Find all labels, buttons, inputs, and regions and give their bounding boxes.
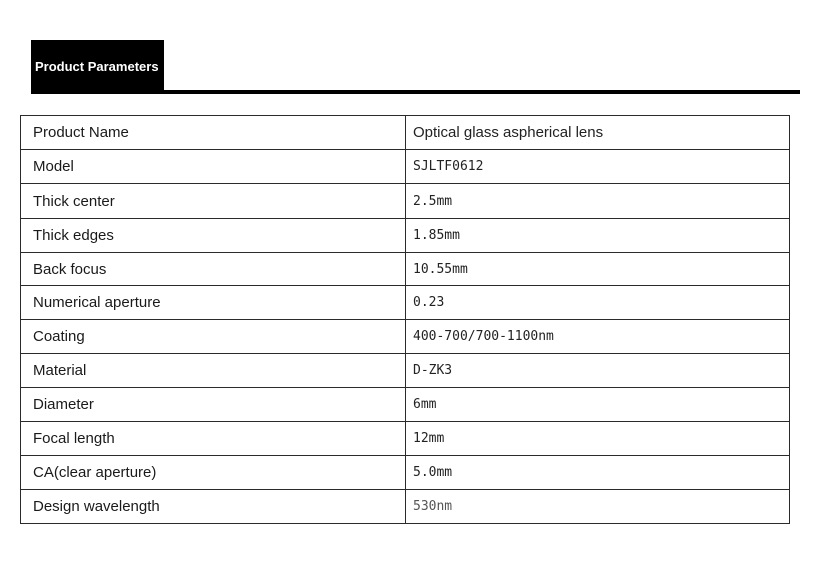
table-row bbox=[21, 388, 790, 422]
param-value: Optical glass aspherical lens bbox=[406, 116, 790, 150]
param-label: Numerical aperture bbox=[21, 286, 406, 320]
table-row bbox=[21, 184, 790, 219]
table-row bbox=[21, 150, 790, 184]
parameters-table bbox=[20, 115, 790, 524]
param-value: 1.85mm bbox=[406, 219, 790, 253]
table-row bbox=[21, 456, 790, 490]
param-value: 2.5mm bbox=[406, 184, 790, 219]
table-row bbox=[21, 253, 790, 286]
table-row bbox=[21, 320, 790, 354]
param-value: 530nm bbox=[406, 490, 790, 524]
param-value: D-ZK3 bbox=[406, 354, 790, 388]
table-row bbox=[21, 490, 790, 524]
section-divider bbox=[31, 90, 800, 94]
param-value: SJLTF0612 bbox=[406, 150, 790, 184]
param-label: Product Name bbox=[21, 116, 406, 150]
param-label: Thick edges bbox=[21, 219, 406, 253]
table-row bbox=[21, 286, 790, 320]
param-label: CA(clear aperture) bbox=[21, 456, 406, 490]
param-value: 6mm bbox=[406, 388, 790, 422]
table-row bbox=[21, 422, 790, 456]
param-label: Focal length bbox=[21, 422, 406, 456]
param-label: Diameter bbox=[21, 388, 406, 422]
table-row bbox=[21, 116, 790, 150]
param-label: Model bbox=[21, 150, 406, 184]
param-label: Material bbox=[21, 354, 406, 388]
param-value: 5.0mm bbox=[406, 456, 790, 490]
param-value: 12mm bbox=[406, 422, 790, 456]
param-label: Coating bbox=[21, 320, 406, 354]
param-label: Thick center bbox=[21, 184, 406, 219]
param-value: 400-700/700-1100nm bbox=[406, 320, 790, 354]
table-row bbox=[21, 354, 790, 388]
param-value: 10.55mm bbox=[406, 253, 790, 286]
section-title: Product Parameters bbox=[31, 40, 164, 94]
table-row bbox=[21, 219, 790, 253]
param-value: 0.23 bbox=[406, 286, 790, 320]
param-label: Design wavelength bbox=[21, 490, 406, 524]
param-label: Back focus bbox=[21, 253, 406, 286]
